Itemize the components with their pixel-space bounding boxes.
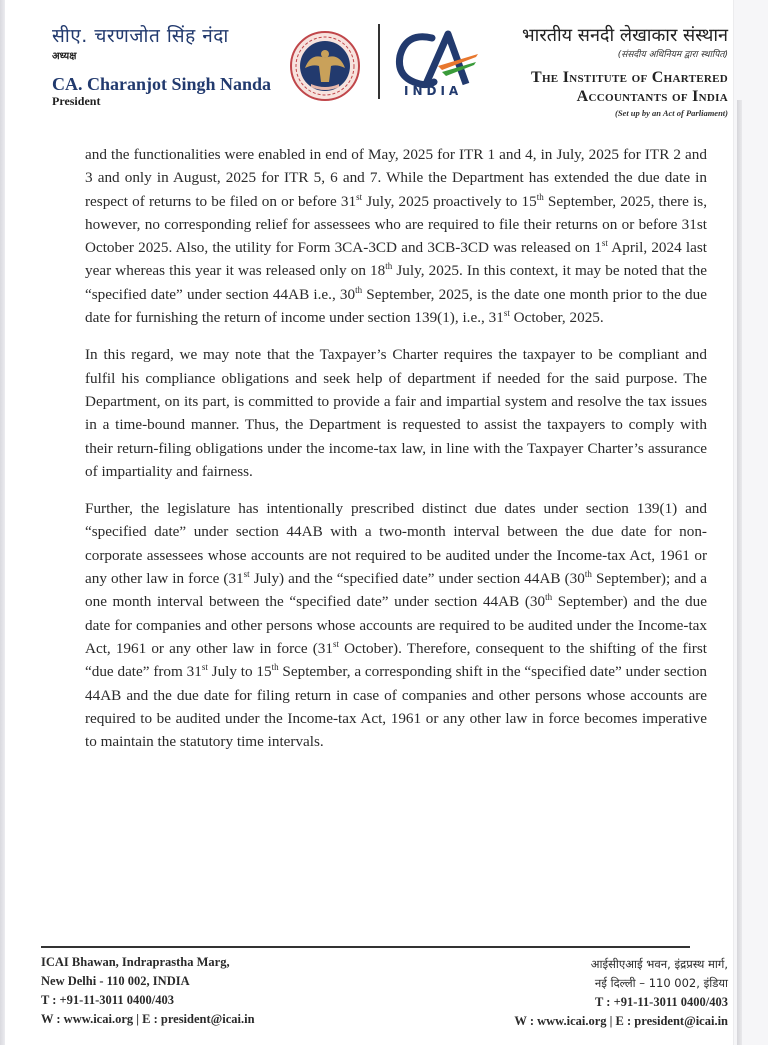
ordinal-suffix: th: [536, 191, 544, 202]
footer-address-line1: ICAI Bhawan, Indraprastha Marg,: [41, 955, 230, 969]
president-title-hindi: अध्यक्ष: [52, 51, 77, 62]
scrollbar[interactable]: [737, 100, 742, 1045]
logo-divider: [378, 24, 380, 99]
ordinal-suffix: st: [333, 638, 340, 649]
footer-address-hindi-line2: नई दिल्ली – 110 002, इंडिया: [594, 976, 728, 990]
president-name: CA. Charanjot Singh Nanda: [52, 74, 272, 94]
footer-phone: T : +91-11-3011 0400/403: [41, 993, 174, 1007]
ordinal-suffix: th: [545, 592, 553, 603]
president-title: President: [52, 94, 101, 108]
ordinal-suffix: st: [601, 238, 608, 249]
institute-name-line1: The Institute of Chartered: [530, 69, 728, 86]
footer-address-line2: New Delhi - 110 002, INDIA: [41, 974, 190, 988]
footer-divider: [41, 946, 690, 948]
footer-phone-right: T : +91-11-3011 0400/403: [595, 995, 728, 1009]
president-block: [52, 24, 271, 108]
ordinal-suffix: st: [243, 568, 250, 579]
institute-name-line2: Accountants of India: [576, 88, 728, 105]
icai-emblem-icon: [289, 30, 361, 102]
president-name-hindi: सीए. चरणजोत सिंह नंदा: [52, 25, 229, 47]
institute-subtitle: (Set up by an Act of Parliament): [614, 108, 728, 118]
paragraph: Further, the legislature has intentionally prescribed distinct due dates under section 139(1) and “specified date” under section 44AB with a two-month interval between the due date for non-corporate assessees whose accounts are not required to be audited under the Income-tax Act, 1961 or any other law in force (31st July) and the “specified date” under section 44AB (30th September); and a one month interval between the “specified date” under section 44AB (30th September) and the due date for companies and other persons whose accounts are required to be audited under the Income-tax Act, 1961 or any other law in force (31st October). Therefore, consequent to the shifting of the first “due date” from 31st July to 15th September, a corresponding shift in the “specified date” under section 44AB and the due date for filing return in case of companies and other persons whose accounts are required to be audited under the Income-tax Act, 1961 or any other law in force becomes imperative to maintain the statutory time intervals.: [85, 500, 708, 751]
institute-block: [522, 24, 728, 119]
ordinal-suffix: th: [355, 284, 363, 295]
institute-subtitle-hindi: (संसदीय अधिनियम द्वारा स्थापित): [617, 50, 728, 60]
paragraph: and the functionalities were enabled in end of May, 2025 for ITR 1 and 4, in July, 2025 for ITR 2 and 3 and only in August, 2025 for ITR 5, 6 and 7. While the Department has extended the due date in respect of returns to be filed on or before 31st July, 2025 proactively to 15th September, 2025, there is, however, no corresponding relief for assessees who are required to file their returns on or before 31st October 2025. Also, the utility for Form 3CA-3CD and 3CB-3CD was released on 1st April, 2024 last year whereas this year it was released only on 18th July, 2025. In this context, it may be noted that the “specified date” under section 44AB i.e., 30th September, 2025, is the date one month prior to the due date for furnishing the return of income under section 139(1), i.e., 31st October, 2025.: [85, 146, 708, 327]
ordinal-suffix: st: [356, 191, 363, 202]
institute-name-hindi: भारतीय सनदी लेखाकार संस्थान: [522, 25, 728, 46]
footer-address-hindi-line1: आईसीएआई भवन, इंद्रप्रस्थ मार्ग,: [590, 957, 728, 971]
ordinal-suffix: st: [201, 662, 208, 673]
paragraph: In this regard, we may note that the Taxpayer’s Charter requires the taxpayer to be compliant and fulfil his compliance obligations and seek help of department if needed for the said purpose. The Department, on its part, is committed to provide a fair and impartial system and resolve the tax issues in a time-bound manner. Thus, the Department is requested to assist the taxpayers to comply with their return-filing obligations under the income-tax law, in line with the Taxpayer Charter’s assurance of impartiality and fairness.: [85, 346, 707, 480]
ordinal-suffix: st: [503, 308, 510, 319]
ca-india-logo-text: INDIA: [404, 84, 463, 98]
letter-body: [85, 143, 707, 767]
page-edge-left: [0, 0, 5, 1045]
ordinal-suffix: th: [271, 662, 279, 673]
ordinal-suffix: th: [584, 568, 592, 579]
footer-web-email[interactable]: W : www.icai.org | E : president@icai.in: [41, 1012, 255, 1026]
footer-address-english: [41, 953, 255, 1029]
ordinal-suffix: th: [385, 261, 393, 272]
footer-web-email-right[interactable]: W : www.icai.org | E : president@icai.in: [514, 1014, 728, 1028]
footer-address-hindi: [514, 955, 728, 1031]
